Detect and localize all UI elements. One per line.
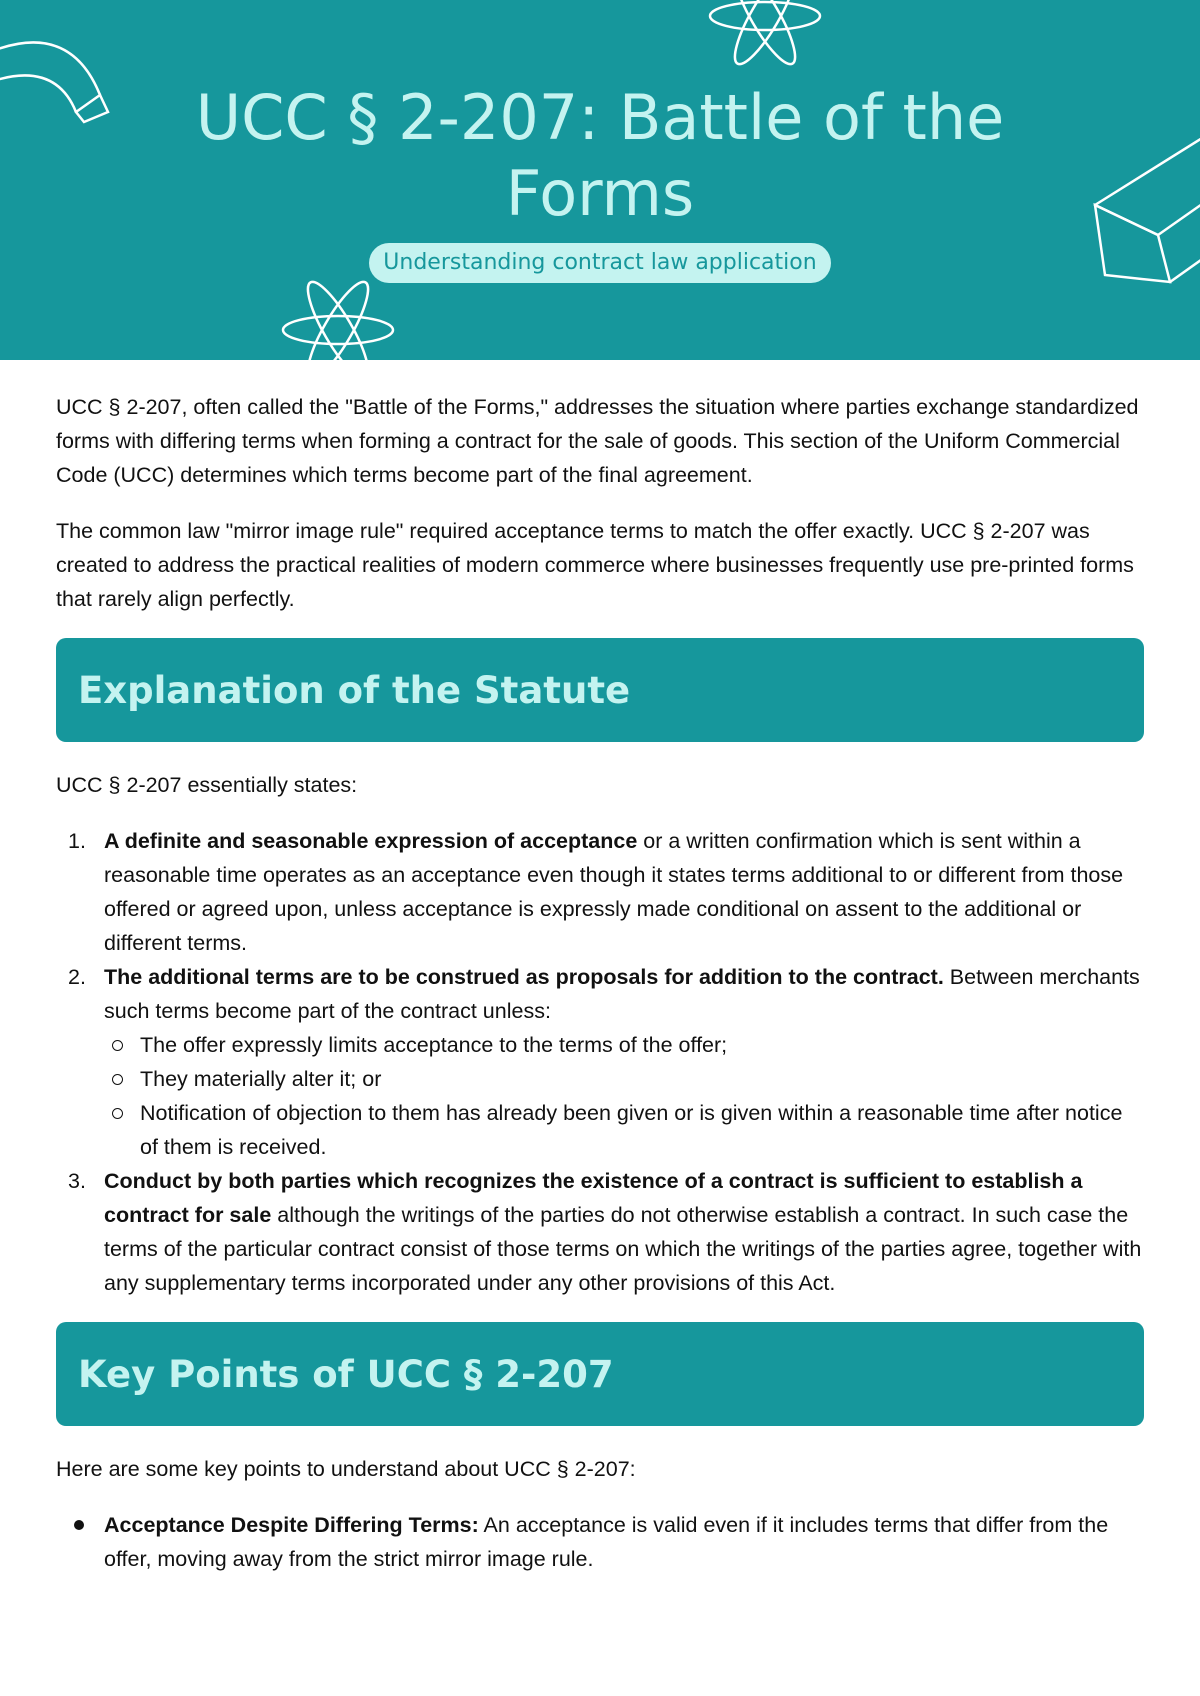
item-bold-text: A definite and seasonable expression of acceptance (104, 829, 638, 853)
section-title: Explanation of the Statute (78, 668, 631, 712)
atom-icon (283, 275, 393, 360)
circle-bullet-icon (112, 1040, 123, 1051)
section-header-explanation (56, 638, 1144, 742)
sub-item-text: Notification of objection to them has already been given or is given within a reasonable time after notice of them is received. (140, 1101, 1123, 1159)
main-content (56, 390, 1144, 1576)
list-item (56, 1508, 1144, 1576)
sub-list-item (104, 1062, 1144, 1096)
subtitle-wrap (0, 243, 1200, 283)
item-bold-text: Acceptance Despite Differing Terms: (104, 1513, 479, 1537)
atom-icon (710, 0, 820, 71)
key-points-list (56, 1508, 1144, 1576)
hero-banner (0, 0, 1200, 360)
circle-bullet-icon (112, 1108, 123, 1119)
list-item (56, 824, 1144, 960)
item-bold-text: The additional terms are to be construed as proposals for addition to the contract. (104, 965, 944, 989)
list-number: 1. (68, 829, 86, 853)
list-number: 3. (68, 1169, 86, 1193)
section-title: Key Points of UCC § 2-207 (78, 1352, 614, 1396)
sub-item-text: They materially alter it; or (140, 1067, 382, 1091)
item-text: although the writings of the parties do not otherwise establish a contract. In such case the terms of the particular contract consist of those terms on which the writings of the parties agree, together with any supplementary terms incorporated under any other provisions of this Act. (104, 1203, 1142, 1295)
arc-doodle (0, 42, 108, 122)
intro-paragraph-2: The common law "mirror image rule" required acceptance terms to match the offer exactly. UCC § 2-207 was created to address the practical realities of modern commerce where businesses frequently use pre-printed forms that rarely align perfectly. (56, 519, 1134, 611)
list-item (56, 1164, 1144, 1300)
item-bold-text: Conduct by both parties which recognizes the existence of a contract is sufficient to establish a contract for sale (104, 1169, 1083, 1227)
sub-list-item (104, 1028, 1144, 1062)
sub-item-text: The offer expressly limits acceptance to the terms of the offer; (140, 1033, 728, 1057)
bullet-icon (74, 1520, 84, 1530)
subtitle-badge: Understanding contract law application (369, 243, 830, 283)
sub-list-item (104, 1096, 1144, 1164)
circle-bullet-icon (112, 1074, 123, 1085)
section-header-key-points (56, 1322, 1144, 1426)
list-number: 2. (68, 965, 86, 989)
item-text: An acceptance is valid even if it includes terms that differ from the offer, moving away from the strict mirror image rule. (104, 1513, 1109, 1571)
item-text: Between merchants such terms become part of the contract unless: (104, 965, 1140, 1023)
sub-list (104, 1028, 1144, 1164)
key-points-lead: Here are some key points to understand about UCC § 2-207: (56, 1457, 636, 1481)
item-text: or a written confirmation which is sent within a reasonable time operates as an acceptance even though it states terms additional to or different from those offered or agreed upon, unless acceptance is expressly made conditional on assent to the additional or different terms. (104, 829, 1124, 955)
intro-paragraph-1: UCC § 2-207, often called the "Battle of the Forms," addresses the situation where parties exchange standardized forms with differing terms when forming a contract for the sale of goods. This section of the Uniform Commercial Code (UCC) determines which terms become part of the final agreement. (56, 395, 1139, 487)
statute-list (56, 824, 1144, 1300)
page-title: UCC § 2-207: Battle of the Forms (195, 81, 1005, 230)
list-item (56, 960, 1144, 1164)
explanation-lead: UCC § 2-207 essentially states: (56, 773, 358, 797)
